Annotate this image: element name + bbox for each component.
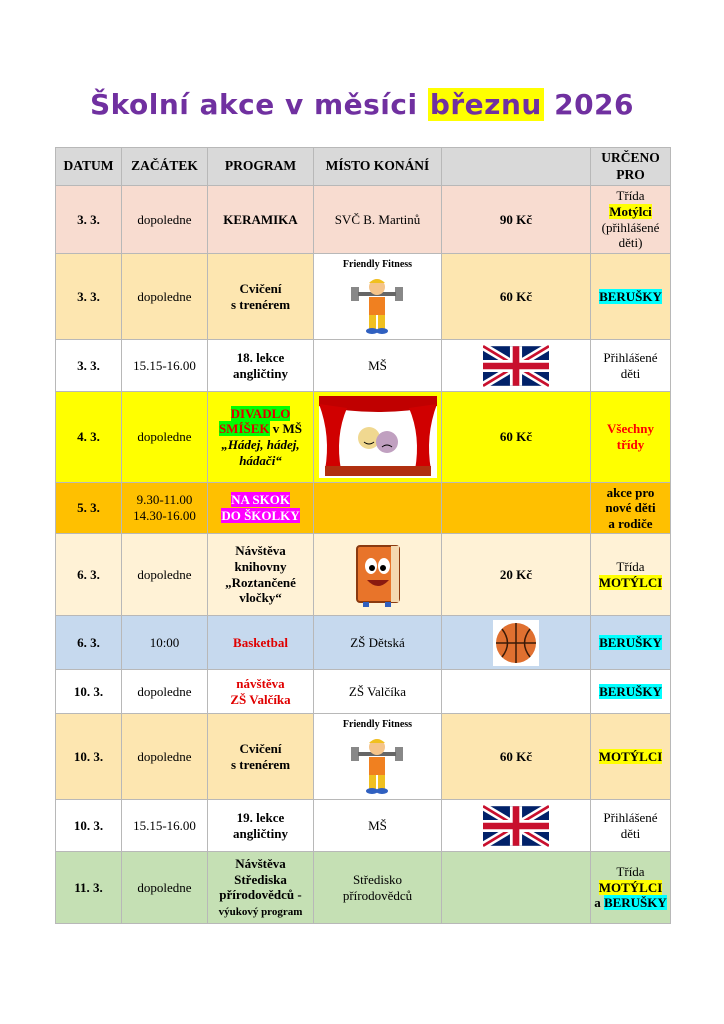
cell-start: dopoledne bbox=[122, 852, 208, 924]
cell-for: akce pro nové děti a rodiče bbox=[591, 483, 671, 534]
cell-program: 18. lekce angličtiny bbox=[208, 340, 314, 392]
cell-for: Přihlášené děti bbox=[591, 800, 671, 852]
cell-price: 60 Kč bbox=[442, 254, 591, 340]
header-urceno: URČENO PRO bbox=[591, 148, 671, 186]
cell-start: dopoledne bbox=[122, 670, 208, 714]
friendly-fitness-label: Friendly Fitness bbox=[342, 718, 413, 730]
cell-for: BERUŠKY bbox=[591, 254, 671, 340]
cell-date: 10. 3. bbox=[56, 800, 122, 852]
cell-start: dopoledne bbox=[122, 392, 208, 483]
cell-date: 11. 3. bbox=[56, 852, 122, 924]
cell-date: 3. 3. bbox=[56, 254, 122, 340]
cell-start: dopoledne bbox=[122, 534, 208, 616]
cell-price bbox=[442, 670, 591, 714]
table-row bbox=[56, 340, 671, 392]
cell-date: 6. 3. bbox=[56, 616, 122, 670]
cell-program: DIVADLO SMÍŠEK v MŠ „Hádej, hádej, hádači“ bbox=[208, 392, 314, 483]
cell-for: Třída MOTÝLCI bbox=[591, 534, 671, 616]
events-table bbox=[55, 147, 671, 924]
title-highlight: březnu bbox=[429, 88, 542, 121]
cell-program: Cvičení s trenérem bbox=[208, 254, 314, 340]
cell-price: 90 Kč bbox=[442, 186, 591, 254]
cell-price bbox=[442, 340, 591, 392]
table-row bbox=[56, 254, 671, 340]
cell-start: 15.15-16.00 bbox=[122, 340, 208, 392]
cell-start: 9.30-11.00 14.30-16.00 bbox=[122, 483, 208, 534]
cell-program: Návštěva knihovny „Roztančené vločky“ bbox=[208, 534, 314, 616]
cell-price bbox=[442, 616, 591, 670]
cell-place: ZŠ Valčíka bbox=[314, 670, 442, 714]
cell-place bbox=[314, 534, 442, 616]
cell-date: 3. 3. bbox=[56, 186, 122, 254]
cell-start: dopoledne bbox=[122, 714, 208, 800]
cell-for: Všechny třídy bbox=[591, 392, 671, 483]
cell-for: Třída MOTÝLCI a BERUŠKY bbox=[591, 852, 671, 924]
fitness-trainer-icon bbox=[347, 273, 409, 335]
cell-program: Cvičení s trenérem bbox=[208, 714, 314, 800]
cell-place bbox=[314, 714, 442, 800]
table-header-row bbox=[56, 148, 671, 186]
cell-for: BERUŠKY bbox=[591, 670, 671, 714]
cell-place bbox=[314, 254, 442, 340]
page-title bbox=[0, 88, 724, 121]
cell-place: MŠ bbox=[314, 340, 442, 392]
cell-place: ZŠ Dětská bbox=[314, 616, 442, 670]
cell-date: 10. 3. bbox=[56, 714, 122, 800]
cell-date: 6. 3. bbox=[56, 534, 122, 616]
cell-program: návštěva ZŠ Valčíka bbox=[208, 670, 314, 714]
title-text: Školní akce v měsíci bbox=[89, 88, 428, 121]
cell-for: Přihlášené děti bbox=[591, 340, 671, 392]
cell-date: 5. 3. bbox=[56, 483, 122, 534]
header-datum: DATUM bbox=[56, 148, 122, 186]
header-zacatek: ZAČÁTEK bbox=[122, 148, 208, 186]
cell-for: BERUŠKY bbox=[591, 616, 671, 670]
header-price bbox=[442, 148, 591, 186]
cell-price: 60 Kč bbox=[442, 392, 591, 483]
table-row bbox=[56, 534, 671, 616]
fitness-trainer-icon bbox=[347, 733, 409, 795]
basketball-icon bbox=[493, 620, 539, 666]
table-row bbox=[56, 714, 671, 800]
cell-date: 10. 3. bbox=[56, 670, 122, 714]
table-row bbox=[56, 392, 671, 483]
cell-place: MŠ bbox=[314, 800, 442, 852]
table-row bbox=[56, 186, 671, 254]
cell-for: Třída Motýlci (přihlášené děti) bbox=[591, 186, 671, 254]
cell-price bbox=[442, 483, 591, 534]
theatre-stage-icon bbox=[319, 396, 437, 478]
cell-program: KERAMIKA bbox=[208, 186, 314, 254]
cell-program: Basketbal bbox=[208, 616, 314, 670]
header-program: PROGRAM bbox=[208, 148, 314, 186]
cell-date: 4. 3. bbox=[56, 392, 122, 483]
cell-date: 3. 3. bbox=[56, 340, 122, 392]
cell-program: Návštěva Střediska přírodovědců - výukový program bbox=[208, 852, 314, 924]
cell-program: 19. lekce angličtiny bbox=[208, 800, 314, 852]
cell-price: 60 Kč bbox=[442, 714, 591, 800]
table-row bbox=[56, 800, 671, 852]
header-misto: MÍSTO KONÁNÍ bbox=[314, 148, 442, 186]
uk-flag-icon bbox=[483, 345, 549, 387]
cell-start: 10:00 bbox=[122, 616, 208, 670]
cell-program: NA SKOK DO ŠKOLKY bbox=[208, 483, 314, 534]
cell-start: dopoledne bbox=[122, 186, 208, 254]
table-row bbox=[56, 483, 671, 534]
table-row bbox=[56, 616, 671, 670]
uk-flag-icon bbox=[483, 805, 549, 847]
cell-place: Středisko přírodovědců bbox=[314, 852, 442, 924]
cell-place bbox=[314, 392, 442, 483]
table-row bbox=[56, 670, 671, 714]
cell-for: MOTÝLCI bbox=[591, 714, 671, 800]
table-row bbox=[56, 852, 671, 924]
cell-price: 20 Kč bbox=[442, 534, 591, 616]
book-character-icon bbox=[351, 542, 405, 608]
cell-price bbox=[442, 800, 591, 852]
cell-place bbox=[314, 483, 442, 534]
cell-price bbox=[442, 852, 591, 924]
cell-place: SVČ B. Martinů bbox=[314, 186, 442, 254]
cell-start: 15.15-16.00 bbox=[122, 800, 208, 852]
title-year: 2026 bbox=[554, 88, 635, 121]
friendly-fitness-label: Friendly Fitness bbox=[342, 258, 413, 270]
cell-start: dopoledne bbox=[122, 254, 208, 340]
